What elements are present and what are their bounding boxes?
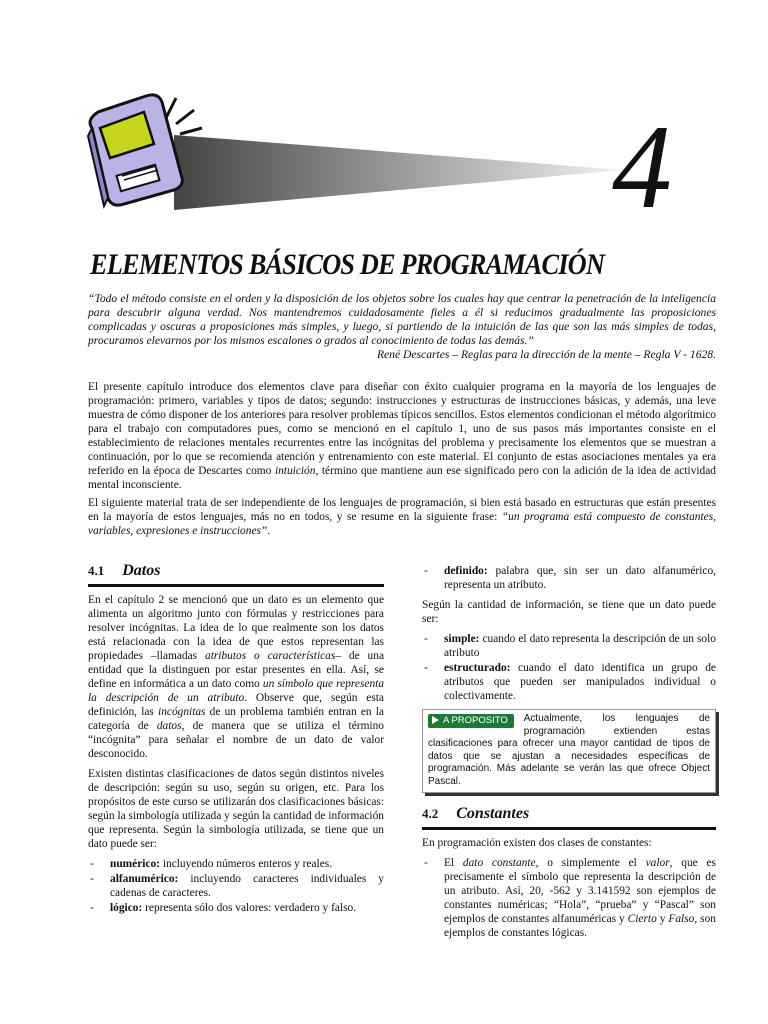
list-item: - simple: cuando el dato representa la descripción de un solo atributo: [422, 632, 716, 660]
section-number: 4.1: [88, 563, 105, 578]
list-item: - estructurado: cuando el dato identifica un grupo de atributos que pueden ser manipulados individual o colectivamente.: [422, 661, 716, 703]
list-item: - lógico: representa sólo dos valores: verdadero y falso.: [88, 901, 384, 915]
intro-paragraph-2: El siguiente material trata de ser independiente de los lenguajes de programación, si bien está basado en estructuras que están presentes en la mayoría de estos lenguajes, más no en todos, y se resume en la siguiente frase: “un programa está compuesto de constantes, variables, expresiones e instrucciones”.: [88, 497, 716, 537]
section-title: Constantes: [456, 805, 530, 822]
chapter-header-illustration: [84, 90, 684, 233]
data-type-list: [88, 857, 384, 915]
gradient-wedge: [174, 135, 624, 210]
note-text: Actualmente, los lenguajes de programación extienden estas clasificaciones para ofrecer una mayor cantidad de tipos de datos que se ajustan a necesidades específicas de programación. Más adelante se verán las que ofrece Object Pascal.: [428, 713, 710, 787]
chapter-number: 4: [612, 100, 672, 233]
intro-text: [88, 380, 716, 542]
epigraph-source: René Descartes – Reglas para la dirección de la mente – Regla V - 1628.: [376, 348, 716, 361]
data-type-list-continued: [422, 564, 716, 592]
constant-class-list: [422, 856, 716, 940]
list-item: - El dato constante, o simplemente el valor, que es precisamente el símbolo que representa la descripción de un atributo. Así, 20, -562 y 3.141592 son ejemplos de constantes numéricas; “Hola”, “prueba” y “Pascal” son ejemplos de constantes alfanuméricas y Cierto y Falso, son ejemplos de constantes lógicas.: [422, 856, 716, 940]
epigraph-quote: “Todo el método consiste en el orden y la disposición de los objetos sobre los cuales hay que centrar la penetración de la inteligencia para descubrir alguna verdad. Nos mantendremos cuidadosamente fieles a él si reducimos gradualmente las proposiciones complicadas y oscuras a proposiciones más simples, y luego, si partiendo de la intuición de las que son las más simples de todas, procuramos elevarnos por los mismos escalones o grados al conocimiento de todas las demás.”: [88, 292, 716, 347]
right-column: [422, 564, 716, 946]
chapter-title: ELEMENTOS BÁSICOS DE PROGRAMACIÓN: [90, 248, 605, 281]
epigraph: [88, 292, 716, 362]
intro-paragraph-1: El presente capítulo introduce dos elementos clave para diseñar con éxito cualquier programa en la mayoría de los lenguajes de programación: primero, variables y tipos de datos; segundo: instrucciones y estructuras de instrucciones básicas, y además, una leve muestra de cómo disponer de los anteriores para resolver problemas típicos sencillos. Estos elementos condicionan el método algorítmico para el trabajo con computadores pues, como se mencionó en el capítulo 1, uno de sus pasos más importantes consiste en el establecimiento de relaciones mentales recurrentes entre las incógnitas del problema y precisamente los elementos que se muestran a continuación, por lo que se recomienda atención y entrenamiento con este material. El conjunto de estas asociaciones mentales ya era referido en la época de Descartes como intuición, término que mantiene aun ese significado pero con la adición de la idea de actividad mental inconsciente.: [88, 381, 716, 491]
section-title: Datos: [122, 562, 161, 579]
list-item: - definido: palabra que, sin ser un dato alfanumérico, representa un atributo.: [422, 564, 716, 592]
section-number: 4.2: [422, 806, 439, 821]
cantidad-paragraph: Según la cantidad de información, se tiene que un dato puede ser:: [422, 599, 716, 625]
datos-paragraph-1: En el capítulo 2 se mencionó que un dato es un elemento que alimenta un algoritmo junto con fórmulas y restricciones para resolver incógnitas. La idea de lo que realmente son los datos está relacionada con la idea de que estos representan las propiedades –llamadas atributos o características– de una entidad que la distinguen por estar presentes en ella. Así, se define en informática a un dato como un símbolo que representa la descripción de un atributo. Observe que, según esta definición, las incógnitas de un problema también entran en la categoría de datos, de manera que se utiliza el término “incógnita” para señalar el nombre de un dato de valor desconocido.: [88, 594, 384, 760]
a-proposito-badge: A PROPOSITO: [428, 714, 514, 728]
section-heading-constantes: [422, 807, 716, 830]
left-column: [88, 564, 384, 921]
datos-paragraph-2: Existen distintas clasificaciones de datos según distintos niveles de descripción: según su uso, según su origen, etc. Para los propósitos de este curso se utilizarán dos clasificaciones básicas: según la simbología utilizada y según la cantidad de información que representa. Según la simbología utilizada, se tiene que un dato puede ser:: [88, 768, 384, 850]
list-item: - alfanumérico: incluyendo caracteres individuales y cadenas de caracteres.: [88, 872, 384, 900]
constantes-paragraph-1: En programación existen dos clases de constantes:: [422, 837, 652, 849]
play-arrow-icon: [432, 716, 439, 724]
a-proposito-note: [422, 709, 716, 793]
section-heading-datos: [88, 564, 384, 587]
list-item: - numérico: incluyendo números enteros y reales.: [88, 857, 384, 871]
data-quantity-list: [422, 632, 716, 703]
